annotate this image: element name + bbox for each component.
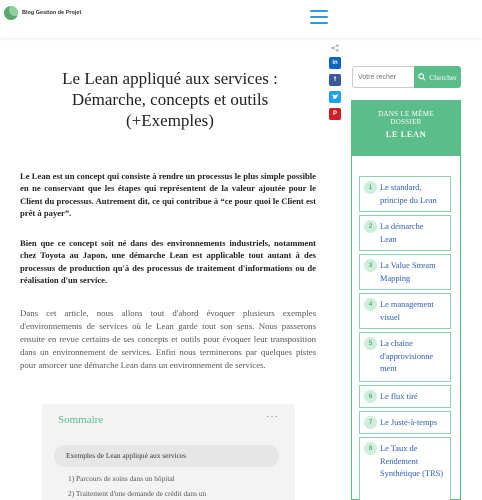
- toc-subitem-2[interactable]: 2) Traitement d'une demande de crédit dans un: [68, 489, 207, 498]
- intro-paragraph-2: Bien que ce concept soit né dans des environnements industriels, notamment chez Toyota au Japon, une démarche Lean est applicable tout autant à des processus de production qu'à des processus de traitement d'informations ou de réalisation d'un service.: [20, 238, 316, 286]
- dossier-item-line: La démarche: [380, 222, 424, 231]
- dossier-item[interactable]: [359, 254, 451, 290]
- dossier-item-label: [380, 260, 436, 285]
- dossier-item-line: Mapping: [380, 273, 411, 283]
- site-logo[interactable]: [4, 6, 81, 20]
- dossier-item-line: Le standard,: [380, 183, 422, 192]
- dossier-item-number: 5: [364, 337, 377, 350]
- share-bar: [328, 44, 342, 125]
- dossier-item-line: principe du Lean: [380, 195, 437, 205]
- dossier-item-number: 7: [364, 416, 377, 429]
- linkedin-icon[interactable]: in: [329, 57, 341, 69]
- dossier-item-line: Le management: [380, 300, 434, 309]
- dossier-item[interactable]: [359, 215, 451, 251]
- dossier-item-label: [380, 182, 437, 207]
- dossier-header: [351, 100, 461, 156]
- intro-paragraph-1: Le Lean est un concept qui consiste à rendre un processus le plus simple possible en ne conservant que les étapes qui représentent de la valeur ajoutée pour le Client du processus. Autrement dit, ce qui contribue à “ce pour quoi le Client est prêt à payer”.: [20, 171, 316, 219]
- intro-paragraph-3: Dans cet article, nous allons tout d'abord évoquer plusieurs exemples d'environnements de services où le Lean garde tout son sens. Nous passerons ensuite en revue certains de ses concepts et outils pour évoquer leur transposition dans un environnement de services. Enfin nous terminerons par quelques pistes pour amorcer une démarche Lean dans un environnement de services.: [20, 308, 316, 370]
- dossier-item-label: [380, 443, 443, 481]
- pinterest-icon[interactable]: P: [329, 108, 341, 120]
- dossier-name: LE LEAN: [385, 129, 427, 139]
- title-line-1: Le Lean appliqué aux services :: [62, 69, 278, 88]
- dossier-item-line: La chaine: [380, 339, 413, 348]
- toc-subitem-1[interactable]: 1) Parcours de soins dans un hôpital: [68, 474, 175, 483]
- dossier-item-line: Synthétique (TRS): [380, 469, 444, 479]
- title-line-3: (+Exemples): [126, 111, 214, 130]
- hamburger-menu-icon[interactable]: [310, 10, 328, 24]
- title-line-2: Démarche, concepts et outils: [71, 90, 269, 109]
- table-of-contents: [42, 404, 295, 500]
- dossier-item-label: [380, 391, 418, 404]
- dossier-item[interactable]: [359, 411, 451, 434]
- dossier-item-label: [380, 338, 433, 376]
- search-icon: [418, 73, 426, 81]
- dossier-kicker-line-1: DANS LE MÊME: [378, 110, 434, 118]
- dossier-kicker: [351, 110, 461, 126]
- site-header: [0, 0, 482, 38]
- dossier-item-number: 4: [364, 298, 377, 311]
- share-icon: [331, 44, 339, 54]
- dossier-item-number: 1: [364, 181, 377, 194]
- dossier-item-number: 2: [364, 220, 377, 233]
- logo-leaf-icon: [4, 6, 18, 20]
- dossier-kicker-line-2: DOSSIER: [390, 118, 422, 126]
- dossier-item-number: 8: [364, 442, 377, 455]
- dossier-item-number: 6: [364, 390, 377, 403]
- dossier-item-line: La Value Stream: [380, 261, 436, 270]
- dossier-item[interactable]: [359, 437, 451, 500]
- toc-title: Sommaire: [58, 414, 104, 426]
- dossier-item-line: visuel: [380, 312, 401, 322]
- twitter-icon[interactable]: [329, 91, 341, 103]
- dossier-item-number: 3: [364, 259, 377, 272]
- dossier-item-line: Rendement: [380, 456, 419, 466]
- search-button[interactable]: [414, 66, 461, 88]
- article-title: [20, 68, 320, 131]
- search-button-label: Chercher: [429, 72, 457, 82]
- dossier-item[interactable]: [359, 293, 451, 329]
- dossier-item-line: Le flux tiré: [380, 392, 418, 401]
- dossier-item[interactable]: [359, 385, 451, 408]
- dossier-item-label: [380, 299, 434, 324]
- dossier-item-line: d'approvisionne: [380, 351, 434, 361]
- dossier-item-label: [380, 221, 423, 246]
- dossier-item-line: Le Taux de: [380, 444, 418, 453]
- search-input[interactable]: [352, 66, 414, 88]
- toc-item-examples[interactable]: Exemples de Lean appliqué aux services: [54, 445, 279, 467]
- dossier-item-line: Le Juste-à-temps: [380, 418, 437, 427]
- toc-menu-icon[interactable]: ···: [266, 412, 279, 423]
- dossier-item-label: [380, 417, 437, 430]
- logo-text: Blog Gestion de Projet: [22, 10, 82, 16]
- dossier-item[interactable]: [359, 332, 451, 382]
- dossier-item-line: ment: [380, 364, 397, 374]
- dossier-item-line: Lean: [380, 234, 397, 244]
- dossier-item[interactable]: [359, 176, 451, 212]
- facebook-icon[interactable]: f: [329, 74, 341, 86]
